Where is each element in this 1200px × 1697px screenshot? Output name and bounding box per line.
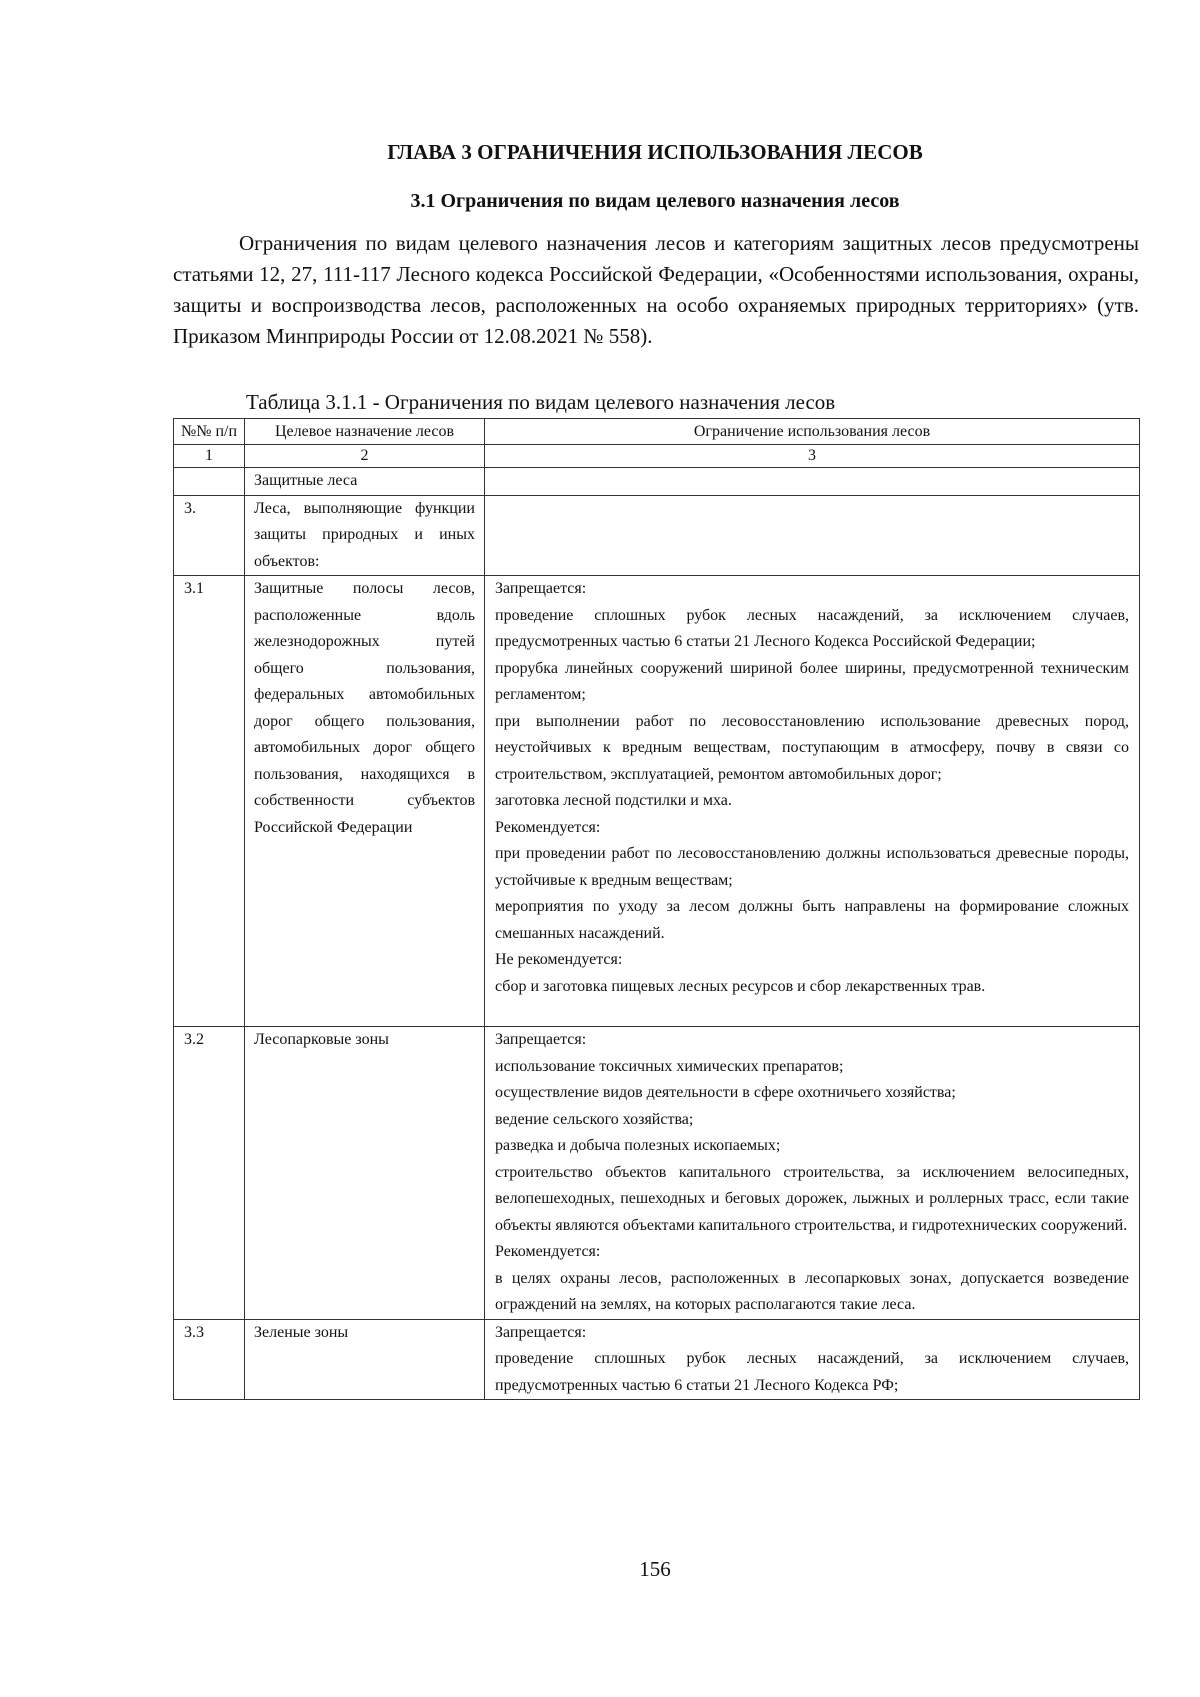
restriction-line: ведение сельского хозяйства;	[495, 1110, 694, 1128]
chapter-title: ГЛАВА 3 ОГРАНИЧЕНИЯ ИСПОЛЬЗОВАНИЯ ЛЕСОВ	[387, 140, 923, 164]
column-number: 2	[245, 445, 485, 468]
restrictions-table	[173, 418, 1140, 1400]
restriction-line: мероприятия по уходу за лесом должны быть направлены на формирование сложных смешанных насаждений.	[495, 898, 1129, 942]
restriction-line: Запрещается:	[495, 1031, 587, 1048]
table-row	[174, 495, 1140, 576]
column-number-row	[174, 445, 1140, 468]
row-purpose: Лесопарковые зоны	[245, 1027, 485, 1320]
section-title: 3.1 Ограничения по видам целевого назначения лесов	[410, 190, 900, 212]
restriction-line: Запрещается:	[495, 1323, 587, 1341]
restriction-line: Запрещается:	[495, 580, 587, 597]
table-caption: Таблица 3.1.1 - Ограничения по видам целевого назначения лесов	[246, 390, 836, 414]
row-purpose: Защитные полосы лесов, расположенные вдоль железнодорожных путей общего пользования, федеральных автомобильных дорог общего пользования, автомобильных дорог общего пользования, находящихся в собственности субъектов Российской Федерации	[245, 576, 485, 1027]
table-header-row	[174, 419, 1140, 445]
table-row	[174, 1319, 1140, 1400]
restriction-line: Рекомендуется:	[495, 818, 601, 836]
restriction-line: прорубка линейных сооружений шириной более ширины, предусмотренной техническим регламентом;	[495, 659, 1129, 703]
restriction-line: Рекомендуется:	[495, 1243, 601, 1260]
group-restriction-cell	[485, 468, 1140, 496]
table-row	[174, 576, 1140, 1027]
row-restriction	[485, 1027, 1140, 1320]
restriction-line: разведка и добыча полезных ископаемых;	[495, 1137, 781, 1154]
header-number: №№ п/п	[174, 419, 245, 445]
column-number: 1	[174, 445, 245, 468]
row-restriction	[485, 576, 1140, 1027]
restriction-line: при выполнении работ по лесовосстановлению использование древесных пород, неустойчивых к вредным веществам, поступающим в атмосферу, почву в связи со строительством, эксплуатацией, ремонтом автомобильных дорог;	[495, 712, 1129, 783]
header-purpose: Целевое назначение лесов	[245, 419, 485, 445]
restriction-line: сбор и заготовка пищевых лесных ресурсов и сбор лекарственных трав.	[495, 977, 986, 995]
row-number: 3.3	[174, 1319, 245, 1400]
row-purpose: Зеленые зоны	[245, 1319, 485, 1400]
restriction-line: использование токсичных химических препаратов;	[495, 1057, 844, 1075]
restriction-line: Не рекомендуется:	[495, 951, 623, 968]
group-number-cell	[174, 468, 245, 496]
cell-spacer	[495, 1000, 1129, 1026]
row-purpose: Леса, выполняющие функции защиты природных и иных объектов:	[245, 495, 485, 576]
restriction-line: при проведении работ по лесовосстановлению должны использоваться древесные породы, устойчивые к вредным веществам;	[495, 845, 1129, 889]
restriction-line: в целях охраны лесов, расположенных в лесопарковых зонах, допускается возведение ограждений на землях, на которых располагаются такие леса.	[495, 1269, 1129, 1313]
row-restriction	[485, 495, 1140, 576]
page-number: 156	[639, 1557, 671, 1581]
table-row	[174, 1027, 1140, 1320]
restriction-line: проведение сплошных рубок лесных насаждений, за исключением случаев, предусмотренных частью 6 статьи 21 Лесного Кодекса Российской Федерации;	[495, 606, 1129, 650]
group-row	[174, 468, 1140, 496]
header-restriction: Ограничение использования лесов	[485, 419, 1140, 445]
restriction-line: проведение сплошных рубок лесных насаждений, за исключением случаев, предусмотренных частью 6 статьи 21 Лесного Кодекса РФ;	[495, 1350, 1129, 1394]
row-number: 3.	[174, 495, 245, 576]
intro-paragraph: Ограничения по видам целевого назначения лесов и категориям защитных лесов предусмотрены статьями 12, 27, 111-117 Лесного кодекса Российской Федерации, «Особенностями использования, охраны, защиты и воспроизводства лесов, расположенных на особо охраняемых природных территориях» (утв. Приказом Минприроды России от 12.08.2021 № 558).	[173, 231, 1139, 348]
column-number: 3	[485, 445, 1140, 468]
group-label: Защитные леса	[245, 468, 485, 496]
restriction-line: заготовка лесной подстилки и мха.	[495, 792, 732, 809]
row-number: 3.2	[174, 1027, 245, 1320]
row-restriction	[485, 1319, 1140, 1400]
row-number: 3.1	[174, 576, 245, 1027]
restriction-line: осуществление видов деятельности в сфере охотничьего хозяйства;	[495, 1084, 956, 1101]
restriction-line: строительство объектов капитального строительства, за исключением велосипедных, велопешеходных, пешеходных и беговых дорожек, лыжных и роллерных трасс, если такие объекты являются объектами капитального строительства, и гидротехнических сооружений.	[495, 1163, 1129, 1234]
